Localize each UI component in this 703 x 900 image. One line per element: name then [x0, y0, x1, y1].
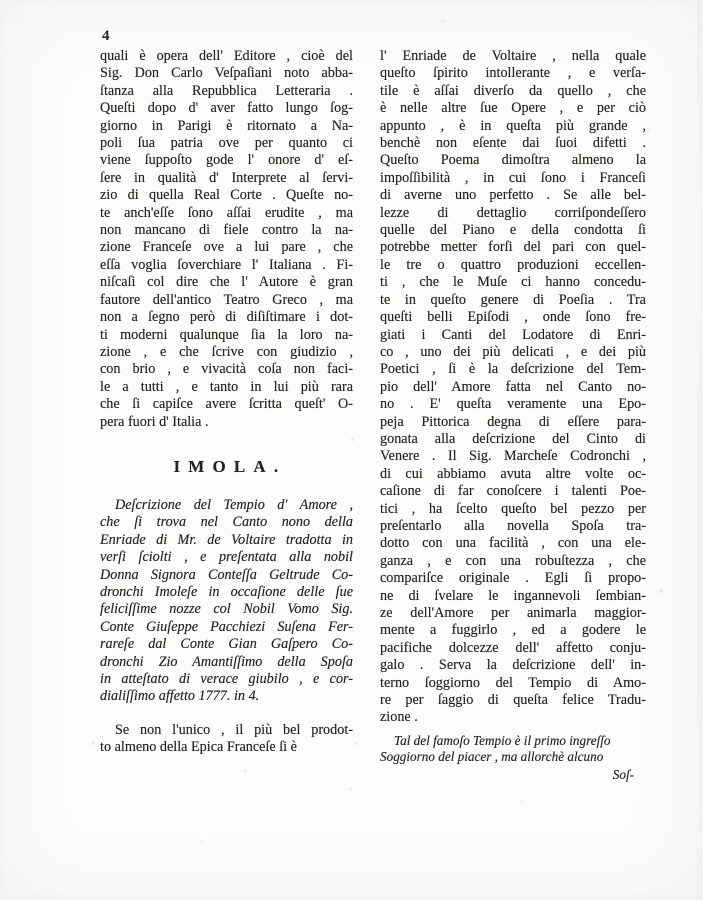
scan-noise-specks: [0, 0, 2, 2]
review-opening-paragraph: Se non l'unico , il più bel prodot- to almeno della Epica Franceſe ſi è: [100, 721, 353, 756]
dedication-title-paragraph: Deſcrizione del Tempio d' Amore , che ſi trova nel Canto nono della Enriade di Mr. de Voltaire tradotta in verſi ſciolti , e preſentata alla nobil Donna Signora Conteſſa Geltrude Co- dronchi Imoleſe in occaſione delle ſue feliciſſime nozze col Nobil Vomo Sig. Conte Giuſeppe Pacchiezi Suſena Fer- rareſe dal Conte Gian Gaſpero Co- dronchi Zio Amantiſſimo della Spoſa in atteſtato di verace giubilo , e cor- dialiſſimo affetto 1777. in 4.: [100, 496, 353, 705]
verse-quotation: Tal del famoſo Tempio è il primo ingreſſo Soggiorno del piacer , ma allorchè alcuno: [380, 732, 611, 764]
page-number: 4: [102, 28, 110, 44]
right-column-review-paragraph: l' Enriade de Voltaire , nella quale queſto ſpirito intollerante , e verſa- tile è aſſai diverſo da quello , che è nelle altre ſue Opere , e per ciò appunto , è in queſta più grande , benchè non eſente dai ſuoi difetti . Queſto Poema dimoſtra almeno la impoſſibilità , in cui ſono i Franceſi di averne uno perfetto . Se alle bel- lezze di dettaglio corriſpondeſſero quelle del Piano e della condotta ſi potrebbe metter forſi del pari con quel- le tre o quattro produzioni eccellen- ti , che le Muſe ci hanno concedu- te in queſto genere di Poeſia . Tra queſti belli Epiſodi , onde ſono fre- giati i Canti del Lodatore di Enri- co , uno dei più delicati , e dei più Poetici , ſi è la deſcrizione del Tem- pio dell' Amore fatta nel Canto no- no . E' queſta veramente una Epo- peja Pittorica degna di eſſere para- gonata alla deſcrizione del Cinto di Venere . Il Sig. Marcheſe Codronchi , di cui abbiamo avuta altre volte oc- caſione di far conoſcere i talenti Poe- tici , ha ſcelto queſto bel pezzo per preſentarlo alla novella Spoſa tra- dotto con una facilità , con una ele- ganza , e con una robuſtezza , che compariſce originale . Egli ſi propo- ne di ſvelare le ingannevoli ſembian- ze dell'Amore per animarla maggior- mente a fuggirlo , ed a godere le pacifiche dolcezze dell' affetto conju- galo . Serva la deſcrizione dell' in- terno ſoggiorno del Tempio di Amo- re per ſaggio di queſta felice Tradu- zione .: [380, 48, 646, 726]
left-column: [100, 48, 353, 783]
scan-edge-artifact: [698, 0, 700, 900]
right-column: [380, 48, 646, 783]
catchword: Soſ-: [612, 766, 634, 782]
two-column-text-block: [100, 48, 646, 783]
section-heading-imola: IMOLA.: [173, 456, 287, 476]
left-column-paragraph-editor-note: quali è opera dell' Editore , cioè del Sig. Don Carlo Veſpaſiani noto abba- ſtanza alla Repubblica Letteraria . Queſti dopo d' aver fatto lungo ſog- giorno in Parigi è ritornato a Na- poli ſua patria ove per quanto ci viene ſuppoſto gode l' onore d' eſ- ſere in qualità d' Interprete al ſervi- zio di quella Real Corte . Queſte no- te anch'eſſe ſono aſſai erudite , ma non mancano di fiele contro la na- zione Franceſe ove a lui pare , che eſſa voglia ſoverchiare l' Italiana . Fi- niſcaſi col dire che l' Autore è gran fautore dell'antico Teatro Greco , ma non a ſegno però di diſiſtimare i dot- ti moderni qualunque ſia la loro na- zione , e che ſcrive con giudizio , con brio , e vivacità coſa non faci- le a tutti , e tanto in lui più rara che ſi capiſce avere ſcritta queſt' O- pera fuori d' Italia .: [100, 48, 353, 430]
